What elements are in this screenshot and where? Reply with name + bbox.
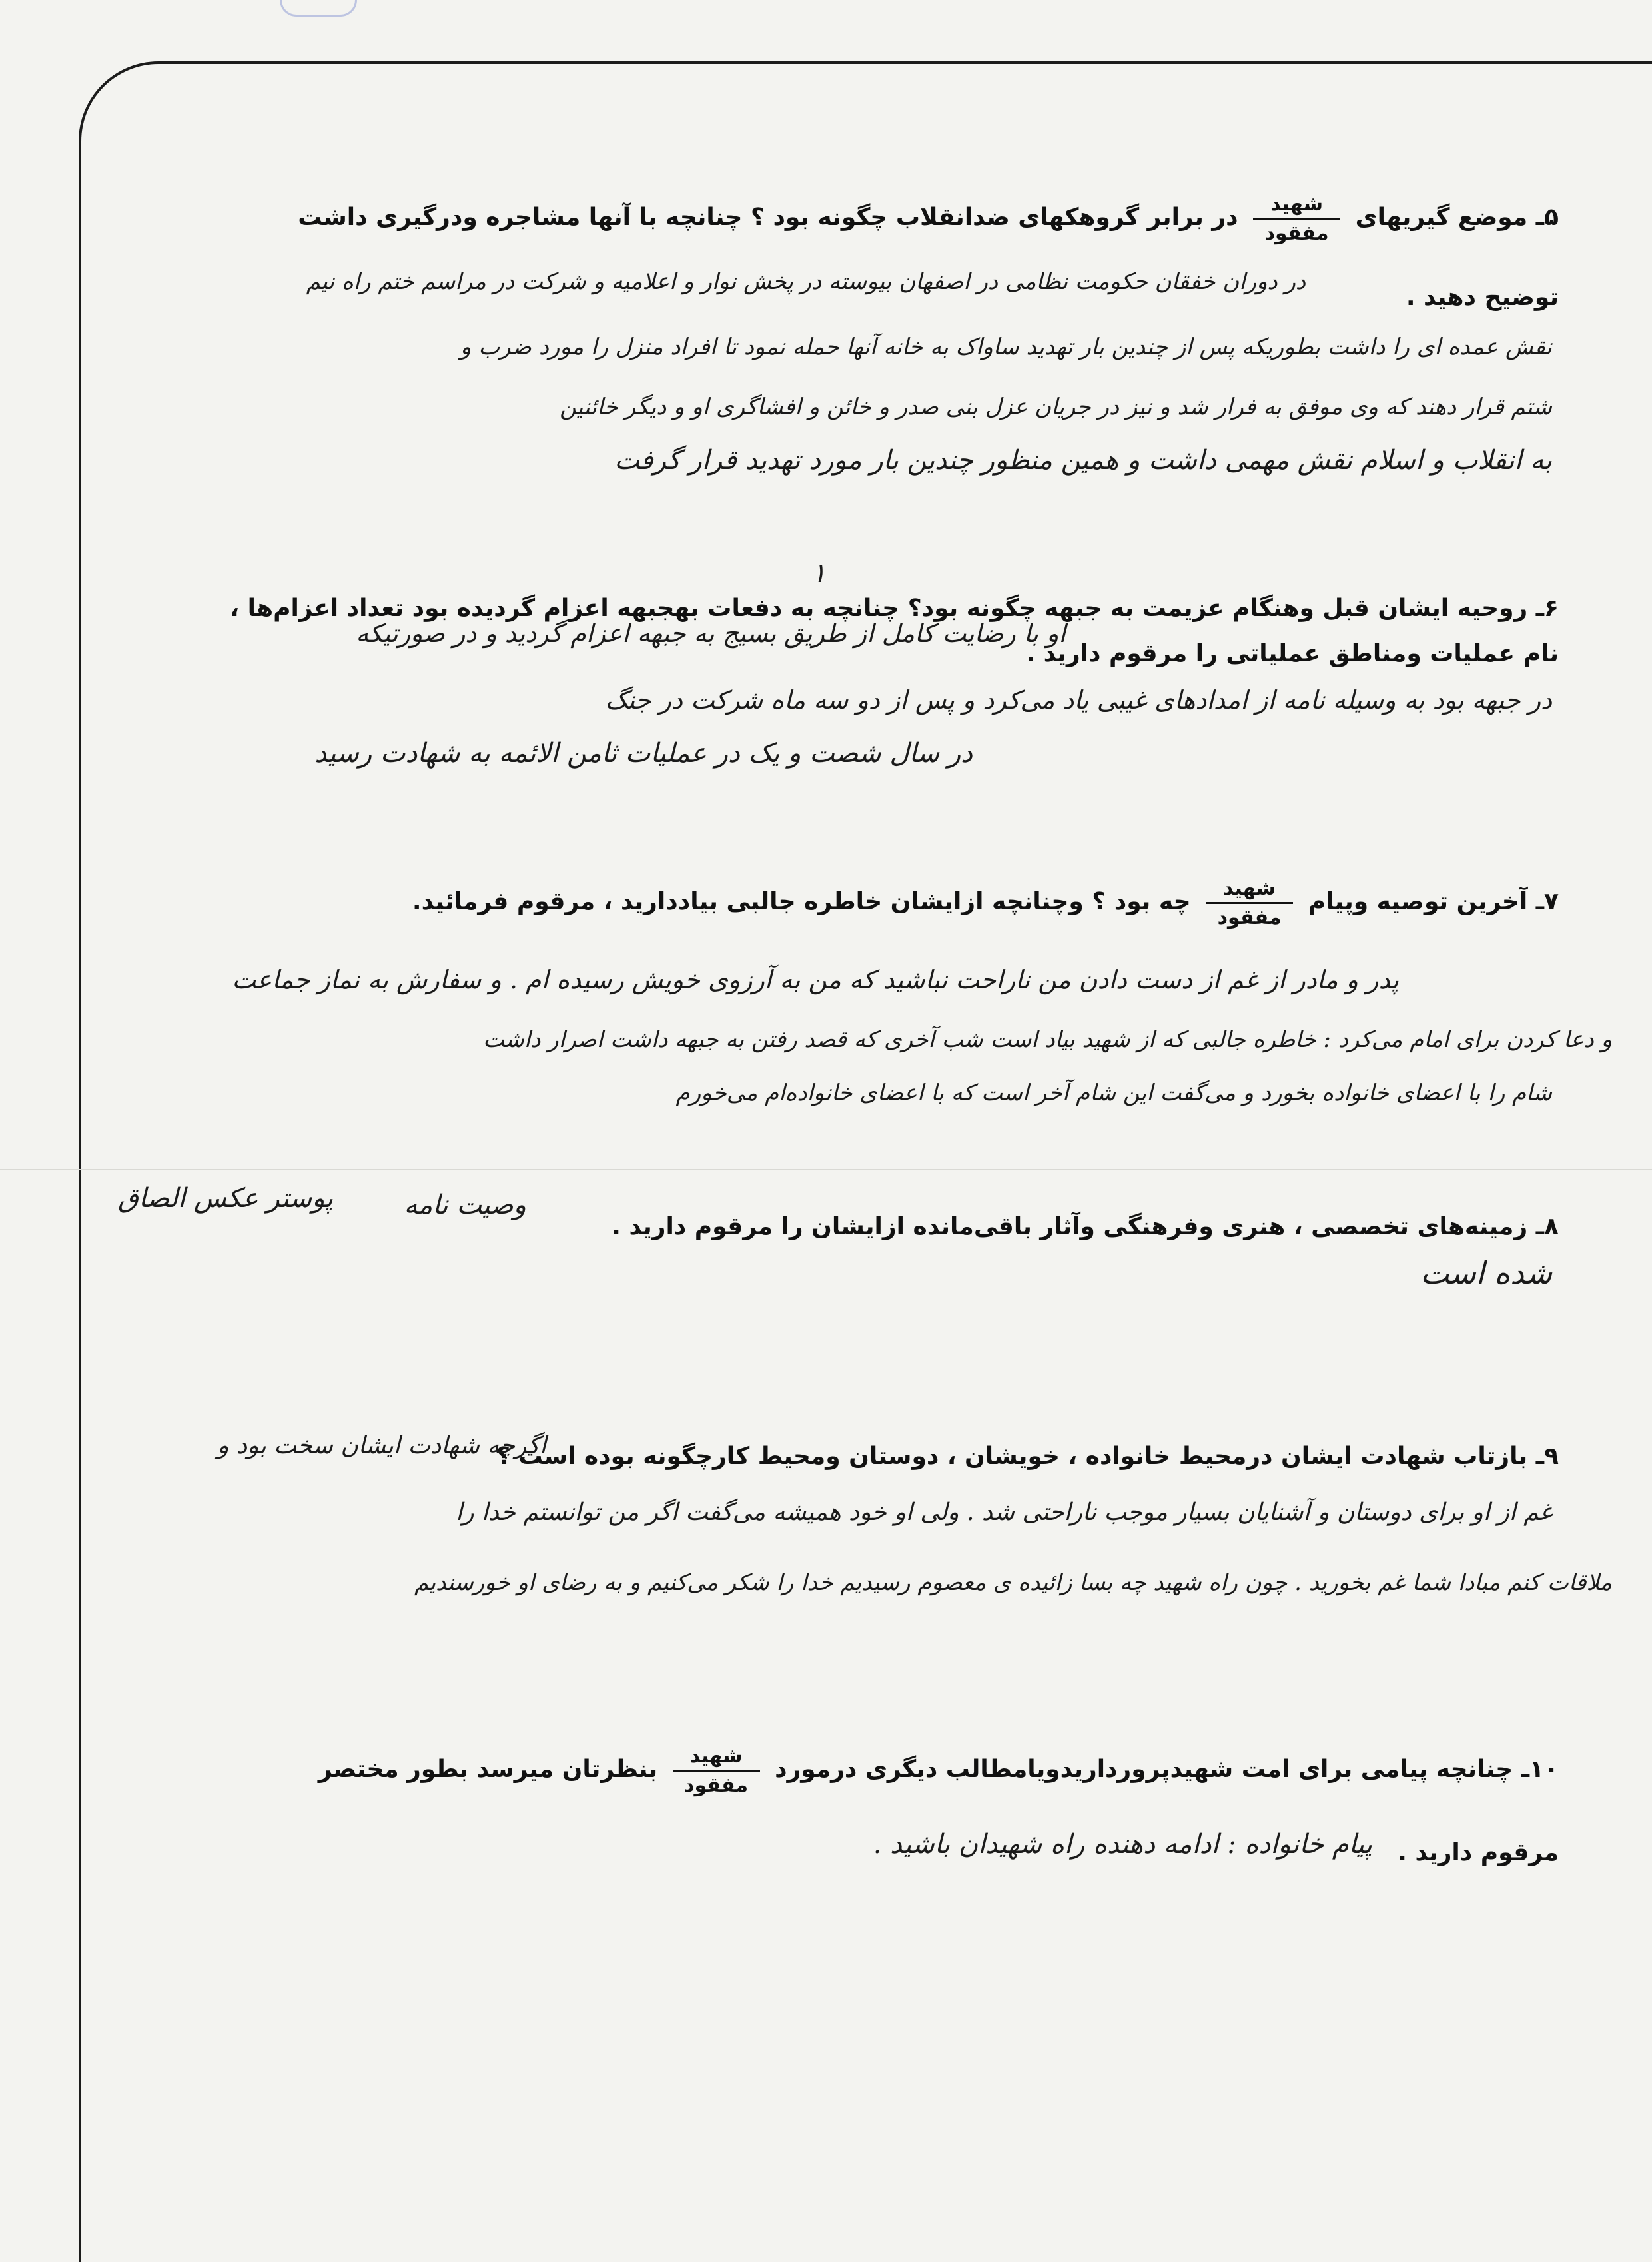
- question-7: [412, 874, 1559, 930]
- fraction-numerator: شهید: [673, 1745, 760, 1772]
- question-5: [298, 190, 1559, 246]
- question-10: [318, 1742, 1559, 1798]
- question-5-text-after: در برابر گروهکهای ضدانقلاب چگونه بود ؟ چنانچه با آنها مشاجره ودرگیری داشت: [298, 204, 1238, 231]
- question-7-fraction: [1206, 877, 1293, 929]
- answer-8-inline: وصیت نامه: [404, 1190, 526, 1220]
- answer-8-side: پوستر عکس الصاق: [117, 1183, 333, 1214]
- fraction-numerator: شهید: [1206, 877, 1293, 904]
- answer-7-line-2: و دعا کردن برای امام می‌کرد : خاطره جالبی که از شهید بیاد است شب آخری که قصد رفتن به جبهه داشت اصرار داشت: [483, 1026, 1612, 1053]
- answer-7-line-1: پدر و مادر از غم از دست دادن من ناراحت نباشید که من به آرزوی خویش رسیده ام . و سفارش به نماز جماعت: [232, 965, 1399, 994]
- answer-6-mark: ۱: [811, 558, 826, 589]
- answer-6-line-1: او با رضایت کامل از طریق بسیج به جبهه اعزام گردید و در صورتیکه: [356, 619, 1066, 648]
- question-8: ۸ـ زمینه‌های تخصصی ، هنری وفرهنگی وآثار باقی‌مانده ازایشان را مرقوم دارید .: [612, 1213, 1559, 1240]
- question-6-line-2: نام عملیات ومناطق عملیاتی را مرقوم دارید .: [1026, 640, 1559, 667]
- answer-5-line-1: در دوران خفقان حکومت نظامی در اصفهان بیوسته در پخش نوار و اعلامیه و شرکت در مراسم ختم راه نیم: [306, 268, 1306, 295]
- fraction-denominator: مفقود: [684, 1773, 749, 1797]
- question-10-line-2: مرقوم دارید .: [1398, 1839, 1559, 1866]
- question-10-fraction: [673, 1745, 760, 1796]
- question-5-line-2: توضیح دهید .: [1406, 284, 1559, 311]
- answer-5-line-3: شتم قرار دهند که وی موفق به فرار شد و نیز در جریان عزل بنی صدر و خائن و افشاگری او و دیگر خائنین: [560, 394, 1552, 420]
- answer-9-line-1: غم از او برای دوستان و آشنایان بسیار موجب ناراحتی شد . ولی او خود همیشه می‌گفت اگر من توانستم خدا را: [456, 1499, 1552, 1526]
- stamp-mark: [280, 0, 357, 17]
- answer-6-line-2: در جبهه بود به وسیله نامه از امدادهای غیبی یاد می‌کرد و پس از دو سه ماه شرکت در جنگ: [605, 685, 1552, 715]
- question-7-text-after: چه بود ؟ وچنانچه ازایشان خاطره جالبی بیاددارید ، مرقوم فرمائید.: [412, 888, 1191, 915]
- question-7-text-before: ۷ـ آخرین توصیه وپیام: [1308, 888, 1559, 915]
- answer-6-line-3: در سال شصت و یک در عملیات ثامن الائمه به شهادت رسید: [314, 738, 973, 769]
- question-6: ۶ـ روحیه ایشان قبل وهنگام عزیمت به جبهه چگونه بود؟ چنانچه به دفعات بهجبهه اعزام گردیده بود تعداد اعزام‌ها ،: [230, 595, 1559, 622]
- question-5-fraction: [1253, 193, 1340, 244]
- question-9: ۹ـ بازتاب شهادت ایشان درمحیط خانواده ، خویشان ، دوستان ومحیط کارچگونه بوده است ؟: [496, 1443, 1559, 1470]
- question-10-text-before: ۱۰ـ چنانچه پیامی برای امت شهیدپرورداریدویامطالب دیگری درمورد: [775, 1756, 1559, 1783]
- answer-9-line-2: ملاقات کنم مبادا شما غم بخورید . چون راه شهید چه بسا زائیده ی معصوم رسیدیم خدا را شکر می‌کنیم و به رضای او خورسندیم: [414, 1569, 1612, 1596]
- answer-9-inline: اگرچه شهادت ایشان سخت بود و: [217, 1432, 546, 1459]
- answer-5-line-2: نقش عمده ای را داشت بطوریکه پس از چندین بار تهدید ساواک به خانه آنها حمله نمود تا افراد منزل را مورد ضرب و: [460, 334, 1552, 360]
- answer-5-line-4: به انقلاب و اسلام نقش مهمی داشت و همین منظور چندین بار مورد تهدید قرار گرفت: [614, 445, 1552, 476]
- answer-8-line-1: شده است: [1420, 1255, 1552, 1291]
- fraction-numerator: شهید: [1253, 193, 1340, 220]
- fraction-denominator: مفقود: [1264, 221, 1329, 245]
- question-10-text-after: بنظرتان میرسد بطور مختصر: [318, 1756, 658, 1783]
- answer-7-line-3: شام را با اعضای خانواده بخورد و می‌گفت این شام آخر است که با اعضای خانواده‌ام می‌خورم: [675, 1080, 1552, 1106]
- fold-line: [0, 1169, 1652, 1170]
- question-5-text-before: ۵ـ موضع گیریهای: [1355, 204, 1559, 231]
- answer-10-inline: پیام خانواده : ادامه دهنده راه شهیدان باشید .: [873, 1829, 1372, 1860]
- fraction-denominator: مفقود: [1217, 905, 1282, 929]
